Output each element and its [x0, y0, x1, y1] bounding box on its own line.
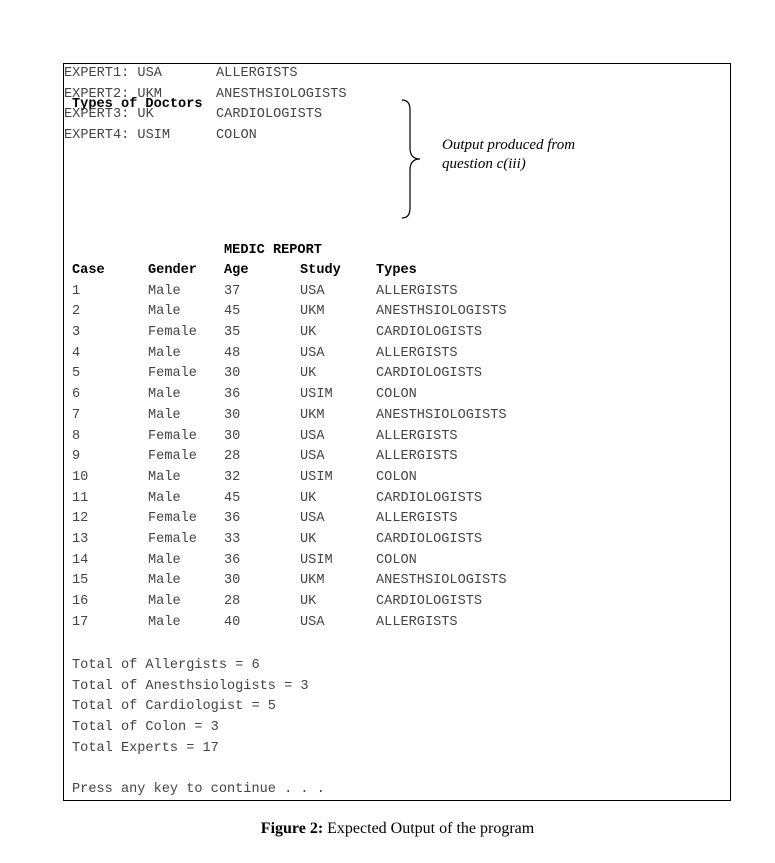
- cell-type: ANESTHSIOLOGISTS: [376, 304, 507, 320]
- figure-caption: [0, 820, 775, 838]
- cell-study: USA: [300, 511, 325, 527]
- press-any-key-prompt: Press any key to continue . . .: [72, 782, 325, 797]
- expert-code: EXPERT4: USIM: [64, 128, 171, 144]
- cell-type: CARDIOLOGISTS: [376, 366, 483, 382]
- cell-gender: Male: [148, 304, 181, 320]
- cell-age: 45: [224, 490, 241, 506]
- cell-gender: Male: [148, 283, 181, 299]
- cell-case: 6: [72, 387, 81, 403]
- cell-case: 14: [72, 552, 89, 568]
- cell-age: 36: [224, 552, 241, 568]
- cell-study: UK: [300, 366, 317, 382]
- figure-label: Figure 2:: [260, 820, 324, 837]
- cell-gender: Male: [148, 490, 181, 506]
- total-allergists: Total of Allergists = 6: [72, 658, 260, 673]
- cell-case: 3: [72, 325, 81, 341]
- cell-case: 7: [72, 407, 81, 423]
- cell-type: ALLERGISTS: [376, 428, 458, 444]
- cell-age: 37: [224, 283, 241, 299]
- cell-case: 8: [72, 428, 81, 444]
- cell-study: UKM: [300, 304, 325, 320]
- cell-case: 11: [72, 490, 89, 506]
- cell-case: 5: [72, 366, 81, 382]
- cell-gender: Female: [148, 531, 197, 547]
- cell-study: USA: [300, 428, 325, 444]
- cell-study: USA: [300, 614, 325, 630]
- curly-brace-icon: [396, 98, 426, 220]
- cell-study: USIM: [300, 469, 333, 485]
- total-anesthsiologists: Total of Anesthsiologists = 3: [72, 678, 309, 694]
- cell-gender: Male: [148, 407, 181, 423]
- cell-type: ALLERGISTS: [376, 449, 458, 465]
- cell-age: 33: [224, 531, 241, 547]
- cell-study: USA: [300, 449, 325, 465]
- cell-gender: Female: [148, 428, 197, 444]
- cell-age: 36: [224, 387, 241, 403]
- cell-case: 13: [72, 531, 89, 547]
- cell-age: 32: [224, 469, 241, 485]
- cell-study: UKM: [300, 573, 325, 589]
- header-study: Study: [300, 263, 341, 278]
- cell-study: UK: [300, 594, 317, 609]
- cell-age: 30: [224, 573, 241, 589]
- cell-case: 10: [72, 469, 89, 485]
- total-colon: Total of Colon = 3: [72, 720, 219, 736]
- cell-type: CARDIOLOGISTS: [376, 594, 483, 609]
- cell-type: ALLERGISTS: [376, 511, 458, 527]
- cell-age: 30: [224, 428, 241, 444]
- header-age: Age: [224, 263, 249, 278]
- cell-case: 17: [72, 614, 89, 630]
- cell-study: USIM: [300, 552, 333, 568]
- cell-age: 40: [224, 614, 241, 630]
- cell-gender: Female: [148, 325, 197, 341]
- cell-age: 35: [224, 325, 241, 341]
- cell-study: UK: [300, 531, 317, 547]
- cell-study: USIM: [300, 387, 333, 403]
- cell-case: 1: [72, 283, 81, 299]
- output-note-line: question c(iii): [442, 156, 526, 172]
- cell-gender: Male: [148, 345, 181, 361]
- cell-type: ALLERGISTS: [376, 283, 458, 299]
- expert-code: EXPERT3: UK: [64, 107, 154, 123]
- header-gender: Gender: [148, 263, 197, 278]
- header-types: Types: [376, 263, 417, 278]
- expert-type: ALLERGISTS: [216, 66, 298, 81]
- cell-case: 16: [72, 594, 89, 609]
- cell-gender: Female: [148, 449, 197, 465]
- cell-case: 2: [72, 304, 81, 320]
- cell-case: 9: [72, 449, 81, 465]
- cell-study: UKM: [300, 407, 325, 423]
- expert-type: COLON: [216, 128, 257, 144]
- cell-age: 28: [224, 594, 241, 609]
- cell-type: CARDIOLOGISTS: [376, 490, 483, 506]
- cell-study: USA: [300, 345, 325, 361]
- cell-case: 4: [72, 345, 81, 361]
- types-of-doctors-title: Types of Doctors: [72, 97, 203, 112]
- expert-type: ANESTHSIOLOGISTS: [216, 86, 347, 102]
- output-note-line: Output produced from: [442, 137, 576, 153]
- cell-gender: Female: [148, 511, 197, 527]
- cell-age: 45: [224, 304, 241, 320]
- expert-code: EXPERT1: USA: [64, 66, 162, 81]
- cell-study: UK: [300, 490, 317, 506]
- totals-list: [72, 656, 309, 759]
- cell-gender: Male: [148, 469, 181, 485]
- cell-type: ANESTHSIOLOGISTS: [376, 407, 507, 423]
- cell-study: UK: [300, 325, 317, 341]
- expert-row: [64, 64, 730, 85]
- cell-type: CARDIOLOGISTS: [376, 531, 483, 547]
- output-note: [442, 136, 575, 174]
- cell-gender: Male: [148, 573, 181, 589]
- cell-study: USA: [300, 283, 325, 299]
- medic-report-title: MEDIC REPORT: [224, 243, 322, 258]
- cell-gender: Male: [148, 594, 181, 609]
- cell-age: 28: [224, 449, 241, 465]
- cell-gender: Male: [148, 387, 181, 403]
- total-experts: Total Experts = 17: [72, 740, 219, 756]
- cell-type: CARDIOLOGISTS: [376, 325, 483, 341]
- figure-caption-text: Expected Output of the program: [323, 820, 535, 837]
- cell-gender: Female: [148, 366, 197, 382]
- expert-code: EXPERT2: UKM: [64, 86, 162, 102]
- console-output-frame: [63, 63, 731, 801]
- header-case: Case: [72, 263, 105, 278]
- cell-age: 30: [224, 407, 241, 423]
- cell-type: COLON: [376, 469, 417, 485]
- cell-type: ALLERGISTS: [376, 614, 458, 630]
- expert-type: CARDIOLOGISTS: [216, 107, 323, 123]
- cell-type: ANESTHSIOLOGISTS: [376, 573, 507, 589]
- total-cardiologist: Total of Cardiologist = 5: [72, 699, 276, 715]
- cell-type: ALLERGISTS: [376, 345, 458, 361]
- cell-type: COLON: [376, 552, 417, 568]
- cell-age: 48: [224, 345, 241, 361]
- cell-age: 30: [224, 366, 241, 382]
- cell-age: 36: [224, 511, 241, 527]
- cell-type: COLON: [376, 387, 417, 403]
- cell-gender: Male: [148, 552, 181, 568]
- cell-case: 15: [72, 573, 89, 589]
- cell-gender: Male: [148, 614, 181, 630]
- cell-case: 12: [72, 511, 89, 527]
